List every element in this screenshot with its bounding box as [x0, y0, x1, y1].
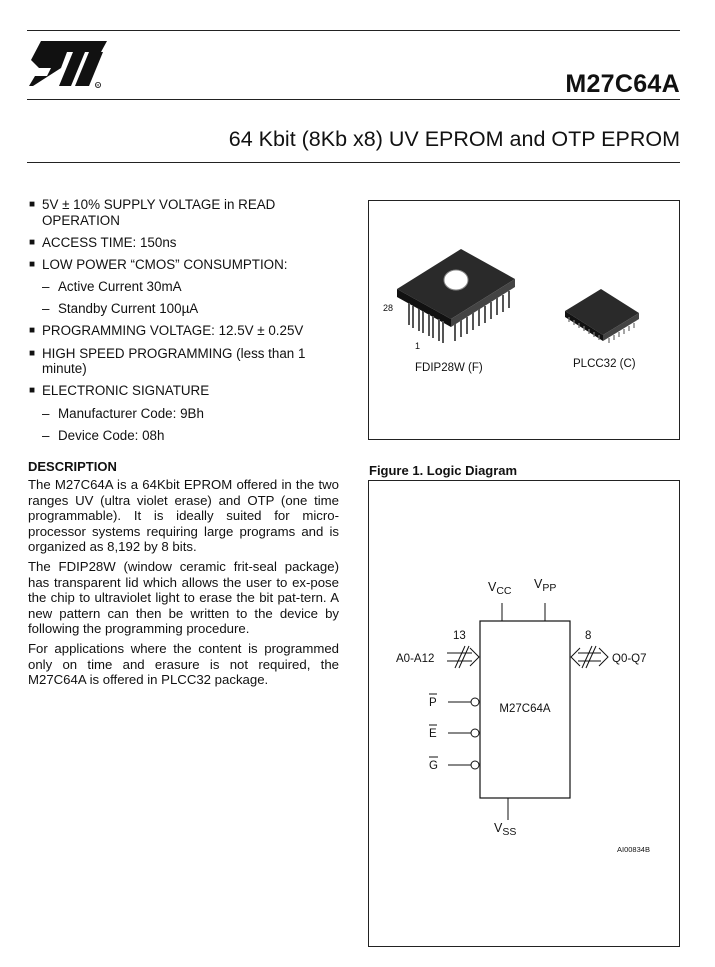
- logic-diagram: [368, 480, 680, 947]
- vpp-label: $V_{PP}$: [534, 577, 557, 594]
- description-heading: DESCRIPTION: [28, 459, 117, 474]
- package-figure: [368, 200, 680, 440]
- feature-list: [29, 197, 349, 450]
- description-paragraph: The M27C64A is a 64Kbit EPROM offered in the two ranges UV (ultra violet erase) and OTP (one time programmable). It is ideally suited for micro-processor systems requiring large programs and is organized as 8,192 by 8 bits.: [28, 477, 339, 555]
- data-count: 8: [585, 630, 592, 642]
- figure-code: AI00834B: [617, 845, 650, 854]
- subtitle-rule: [27, 162, 680, 163]
- pin-e-label: E: [429, 728, 437, 740]
- fdip-package-image: [397, 249, 515, 343]
- feature-item: ■ ELECTRONIC SIGNATURE: [29, 383, 210, 399]
- plcc-label: PLCC32 (C): [573, 358, 636, 370]
- chip-label: M27C64A: [499, 703, 551, 715]
- feature-item: ■ PROGRAMMING VOLTAGE: 12.5V ± 0.25V: [29, 323, 304, 339]
- feature-subitem: – Manufacturer Code: 9Bh: [42, 405, 204, 421]
- feature-item: ■ ACCESS TIME: 150ns: [29, 234, 177, 250]
- plcc-package-image: [565, 289, 639, 343]
- description-paragraph: For applications where the content is programmed only on time and erasure is not required, the M27C64A is offered in PLCC32 package.: [28, 640, 339, 688]
- feature-subitem: – Device Code: 08h: [42, 427, 165, 443]
- vcc-label: $V_{CC}$: [488, 580, 512, 597]
- data-bus: [571, 646, 608, 668]
- header-rule: [27, 99, 680, 100]
- feature-subitem: – Active Current 30mA: [42, 279, 182, 295]
- address-count: 13: [453, 630, 466, 642]
- pin-e-line: [448, 729, 479, 737]
- pin-g-line: [448, 761, 479, 769]
- fdip-label: FDIP28W (F): [415, 362, 483, 374]
- document-subtitle: 64 Kbit (8Kb x8) UV EPROM and OTP EPROM: [228, 127, 680, 151]
- description-body: [28, 477, 339, 692]
- part-number: M27C64A: [565, 70, 680, 98]
- pin-g-label: G: [429, 760, 438, 772]
- pin-1-label: 1: [415, 341, 421, 351]
- description-paragraph: The FDIP28W (window ceramic frit-seal package) has transparent lid which allows the user to ex-pose the chip to ultraviolet light to erase the bit pat-tern. A new pattern can then be written to the device by following the programming procedure.: [28, 558, 339, 637]
- svg-text:R: R: [96, 82, 100, 88]
- feature-item: ■ LOW POWER “CMOS” CONSUMPTION:: [29, 256, 288, 272]
- st-logo: [27, 38, 109, 92]
- top-rule: [27, 30, 680, 31]
- address-bus: [447, 646, 479, 668]
- data-label: Q0-Q7: [612, 653, 647, 665]
- pin-28-label: 28: [383, 303, 394, 313]
- feature-item: ■ 5V ± 10% SUPPLY VOLTAGE in READ OPERATION: [29, 197, 276, 228]
- pin-p-label: P: [429, 697, 437, 709]
- figure-title: Figure 1. Logic Diagram: [369, 463, 518, 478]
- feature-subitem: – Standby Current 100µA: [42, 301, 199, 317]
- pin-p-line: [448, 698, 479, 706]
- feature-item: ■ HIGH SPEED PROGRAMMING (less than 1 minute): [29, 345, 306, 377]
- vss-label: $V_{SS}$: [494, 821, 517, 838]
- address-label: A0-A12: [396, 653, 435, 665]
